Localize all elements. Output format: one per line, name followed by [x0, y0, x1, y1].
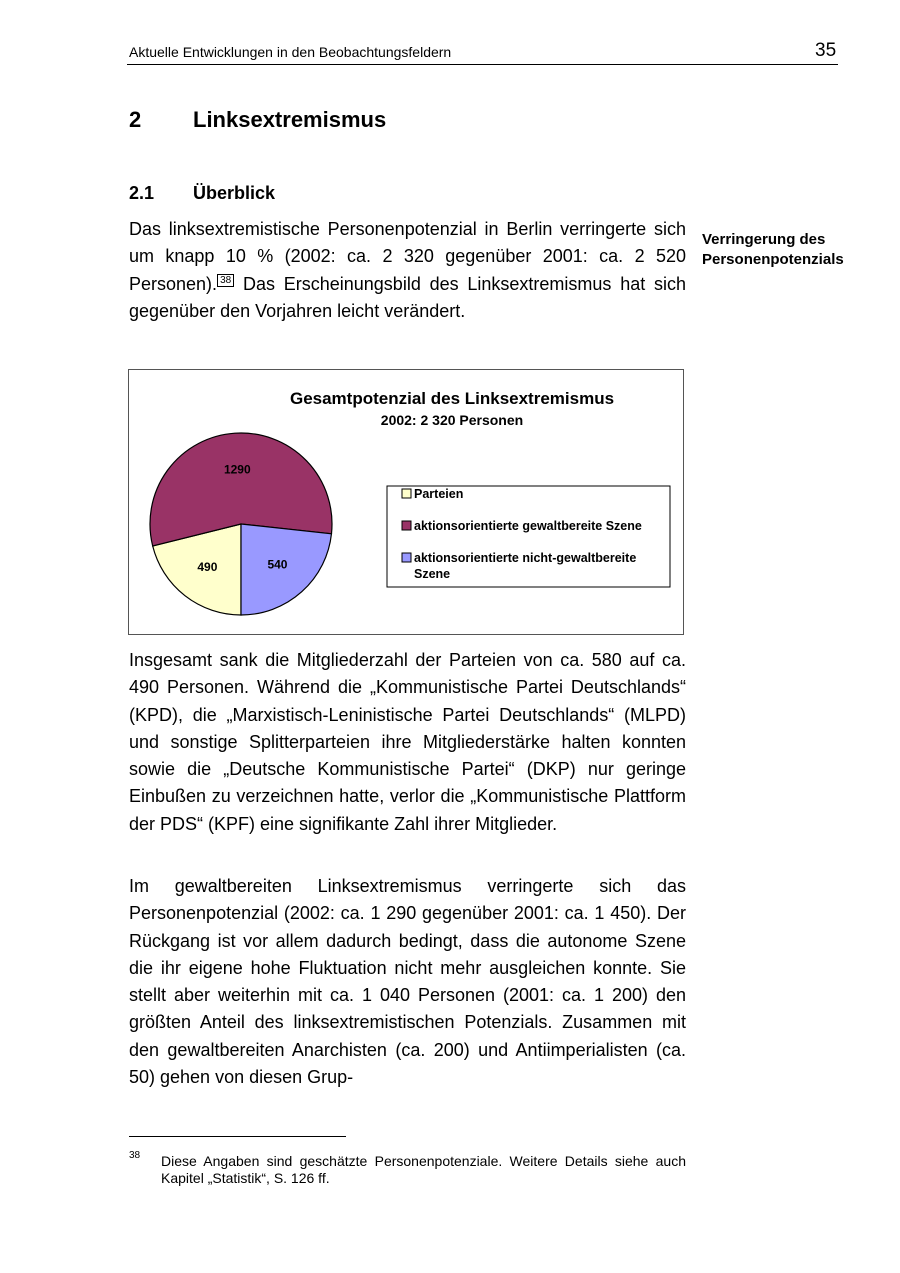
section-number: 2 — [129, 107, 142, 132]
intro-paragraph — [129, 216, 686, 325]
footnote-text: Diese Angaben sind geschätzte Personenpotenziale. Weitere Details siehe auch Kapitel „Statistik“, S. 126 ff. — [161, 1153, 686, 1186]
subsection-number: 2.1 — [129, 183, 155, 203]
paragraph-parties: Insgesamt sank die Mitgliederzahl der Parteien von ca. 580 auf ca. 490 Personen. Während die „Kommunistische Partei Deutschlands“ (KPD), die „Marxistisch-Leninistische Partei Deutschlands“ (MLPD) und sonstige Splitterparteien ihre Mitgliederstärke halten konnten sowie die „Deutsche Kommunistische Partei“ (DKP) nur geringe Einbußen zu verzeichnen hatte, verlor die „Kommunistische Plattform der PDS“ (KPF) eine signifikante Zahl ihrer Mitglieder. — [129, 650, 686, 834]
intro-text-continued: Das Erscheinungsbild des Linksextremismus hat sich gegenüber den Vorjahren leicht verändert. — [129, 273, 686, 321]
legend-swatch-3 — [402, 553, 411, 562]
running-header: Aktuelle Entwicklungen in den Beobachtungsfeldern — [129, 44, 452, 60]
legend-swatch-1 — [402, 489, 411, 498]
pie-chart-frame — [128, 369, 684, 635]
header-rule — [127, 64, 838, 65]
chart-subtitle: 2002: 2 320 Personen — [380, 412, 524, 428]
intro-text: Das linksextremistische Personenpotenzial in Berlin verringerte sich um knapp 10 % (2002: ca. 2 320 gegenüber 2001: ca. 2 520 Personen). — [129, 219, 686, 294]
page-number: 35 — [815, 40, 837, 61]
footnote-reference[interactable]: 38 — [217, 274, 234, 287]
legend-swatch-2 — [402, 521, 411, 530]
margin-note: Verringerung des Personenpotenzials — [702, 231, 844, 268]
legend-label-3: aktionsorientierte nicht-gewaltbereite Szene — [414, 551, 637, 581]
footnote-number: 38 — [129, 1150, 141, 1161]
slice-parteien-value-label: 490 — [197, 560, 218, 575]
legend-label-1: Parteien — [414, 487, 464, 501]
subsection-title: Überblick — [193, 183, 276, 203]
slice-gewaltbereit-value-label: 1290 — [223, 462, 251, 477]
legend-label-2: aktionsorientierte gewaltbereite Szene — [414, 519, 642, 533]
pie-chart — [129, 370, 683, 634]
chart-title: Gesamtpotenzial des Linksextremismus — [289, 389, 615, 408]
footnote-separator — [129, 1136, 346, 1137]
paragraph-violent-scene: Im gewaltbereiten Linksextremismus verringerte sich das Personenpotenzial (2002: ca. 1 290 gegenüber 2001: ca. 1 450). Der Rückgang ist vor allem dadurch bedingt, dass die autonome Szene die ihr eigene hohe Fluktuation nicht mehr ausgleichen konnte. Sie stellt aber weiterhin mit ca. 1 040 Personen (2001: ca. 1 200) den größten Anteil des linksextremistischen Potenzials. Zusammen mit den gewaltbereiten Anarchisten (ca. 200) und Antiimperialisten (ca. 50) gehen von diesen Grup- — [129, 876, 686, 1088]
slice-nicht-gewaltbereit-value-label: 540 — [267, 557, 288, 572]
section-title: Linksextremismus — [193, 107, 387, 132]
